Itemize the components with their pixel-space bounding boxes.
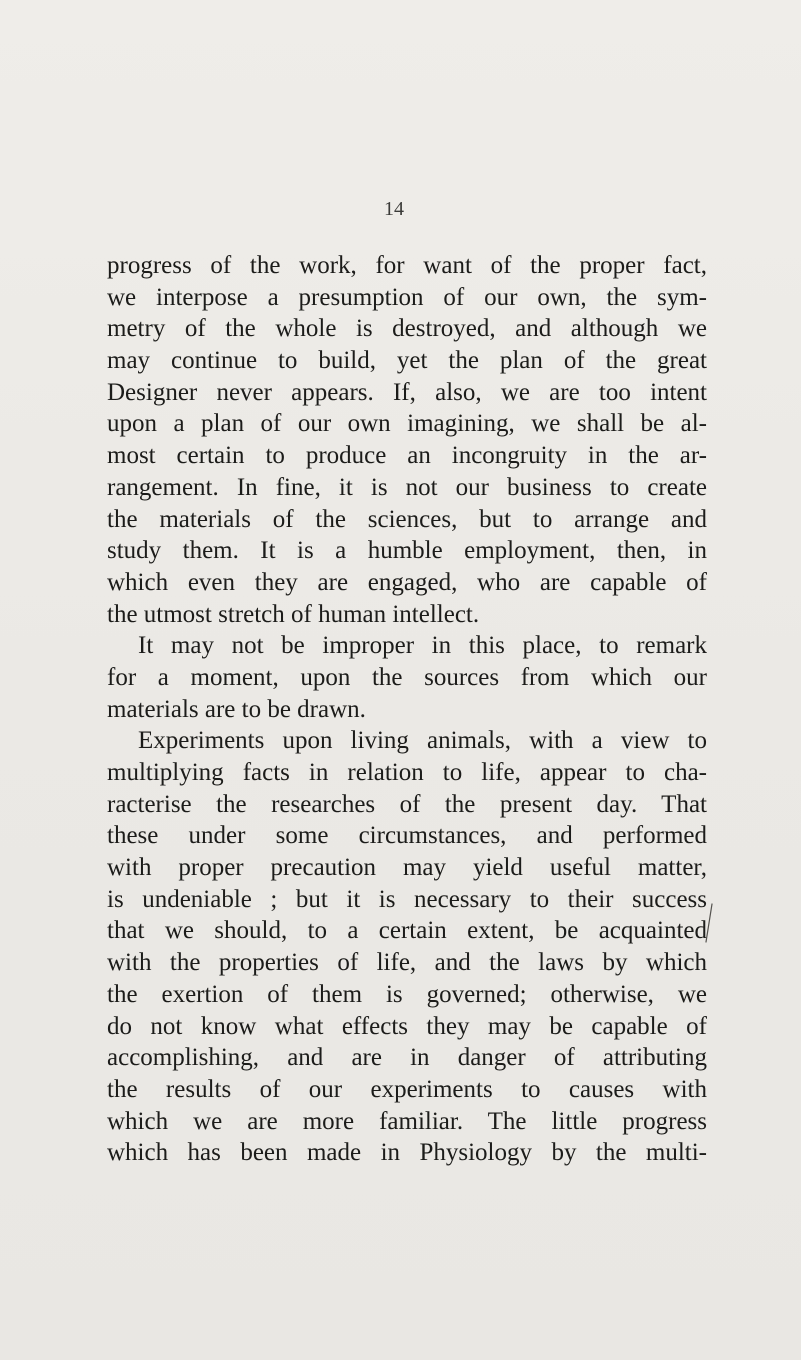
text-line: we interpose a presumption of our own, the sym- [107, 283, 707, 311]
text-line: do not know what effects they may be capable of [107, 1012, 707, 1040]
text-line: the utmost stretch of human intellect. [107, 600, 480, 628]
text-line: for a moment, upon the sources from which our [107, 663, 707, 691]
text-line: these under some circumstances, and performed [107, 822, 707, 850]
text-line: Experiments upon living animals, with a view to [138, 727, 707, 755]
text-line: which we are more familiar. The little progress [107, 1107, 707, 1135]
text-line: materials are to be drawn. [107, 695, 366, 723]
text-line: the exertion of them is governed; otherwise, we [107, 980, 707, 1008]
text-line: racterise the researches of the present day. That [107, 790, 707, 818]
text-line: with proper precaution may yield useful matter, [107, 854, 707, 882]
text-line: Designer never appears. If, also, we are too intent [107, 378, 707, 406]
text-line: is undeniable ; but it is necessary to their success [107, 885, 707, 913]
margin-pencil-mark [705, 902, 713, 944]
text-line: study them. It is a humble employment, then, in [107, 537, 707, 565]
text-line: may continue to build, yet the plan of the great [107, 347, 707, 375]
text-line: the materials of the sciences, but to arrange and [107, 505, 707, 533]
text-line: progress of the work, for want of the proper fact, [107, 252, 707, 279]
text-line: metry of the whole is destroyed, and although we [107, 315, 707, 343]
text-line: accomplishing, and are in danger of attributing [107, 1044, 707, 1072]
text-line: rangement. In fine, it is not our business to create [107, 473, 707, 501]
body-text [107, 250, 707, 1169]
text-line: which even they are engaged, who are capable of [107, 568, 707, 596]
text-line: which has been made in Physiology by the multi- [107, 1139, 707, 1167]
text-line: multiplying facts in relation to life, appear to cha- [107, 759, 707, 786]
text-line: upon a plan of our own imagining, we shall be al- [107, 410, 707, 438]
text-line: with the properties of life, and the laws by which [107, 949, 707, 977]
text-line: that we should, to a certain extent, be acquainted [107, 917, 707, 945]
text-line: the results of our experiments to causes with [107, 1075, 707, 1103]
page-number: 14 [384, 198, 404, 220]
text-line: most certain to produce an incongruity in the ar- [107, 442, 707, 470]
text-line: It may not be improper in this place, to remark [138, 632, 707, 660]
